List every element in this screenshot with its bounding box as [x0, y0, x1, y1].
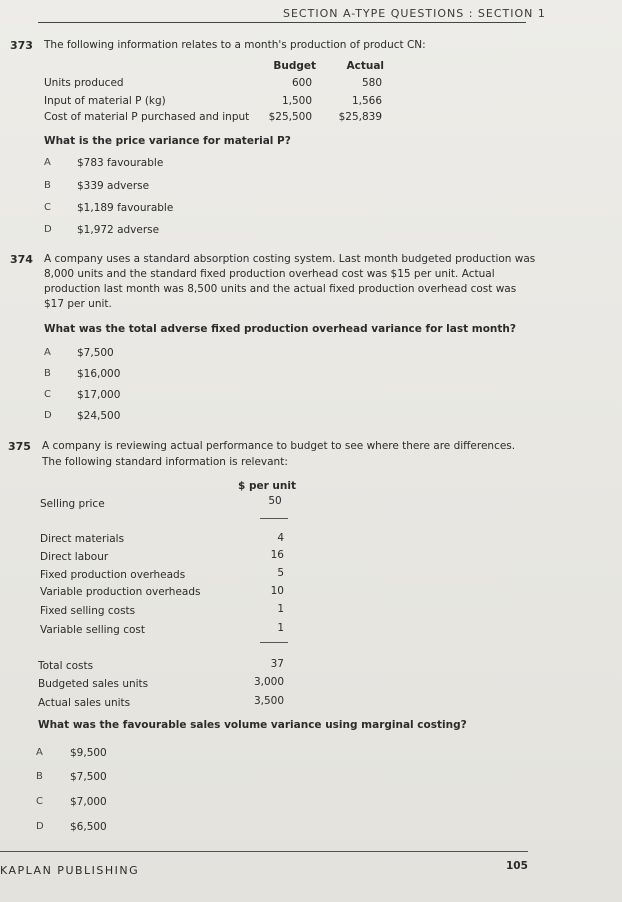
q375-body-line: The following standard information is relevant:	[42, 456, 288, 468]
q375-cost-label: Direct labour	[40, 551, 109, 563]
subtotal-underline	[260, 518, 288, 519]
q374-body-line: 8,000 units and the standard fixed production overhead cost was $15 per unit. Actual	[44, 268, 495, 280]
q374-body-line: production last month was 8,500 units and the actual fixed production overhead cost was	[44, 283, 517, 295]
q375-option-c[interactable]: $7,000	[70, 796, 107, 808]
q374-body-line: A company uses a standard absorption costing system. Last month budgeted production was	[44, 253, 536, 265]
q375-col-header: $ per unit	[237, 480, 296, 492]
q375-option-b[interactable]: $7,500	[70, 771, 107, 783]
q375-option-d[interactable]: $6,500	[70, 821, 107, 833]
q375-cost-value: 4	[277, 532, 284, 544]
q374-option-a-letter: A	[44, 347, 51, 358]
q375-actual-value: 3,500	[253, 695, 284, 707]
question-number-375: 375	[8, 440, 31, 453]
q374-option-d[interactable]: $24,500	[77, 410, 121, 422]
question-number-373: 373	[10, 39, 33, 52]
q373-col-budget: Budget	[273, 60, 316, 72]
q373-option-d-letter: D	[44, 224, 52, 235]
q375-option-d-letter: D	[36, 821, 44, 832]
q373-option-a-letter: A	[44, 157, 51, 168]
q375-cost-label: Variable selling cost	[40, 624, 145, 636]
q375-option-a-letter: A	[36, 747, 43, 758]
footer-rule	[0, 851, 528, 852]
q375-option-a[interactable]: $9,500	[70, 747, 107, 759]
q373-row-label: Input of material P (kg)	[44, 95, 166, 107]
q373-option-c-letter: C	[44, 202, 51, 213]
q375-selling-value: 50	[268, 495, 282, 507]
q375-cost-value: 10	[270, 585, 284, 597]
q373-row-budget: 600	[291, 77, 312, 89]
q375-cost-label: Fixed selling costs	[40, 605, 136, 617]
footer-publisher: KAPLAN PUBLISHING	[0, 864, 140, 877]
q375-cost-label: Direct materials	[40, 533, 125, 545]
q373-row-actual: 1,566	[351, 95, 382, 107]
question-number-374: 374	[10, 253, 33, 266]
q375-option-c-letter: C	[36, 796, 43, 807]
q373-row-budget: 1,500	[281, 95, 312, 107]
q374-question: What was the total adverse fixed production overhead variance for last month?	[44, 323, 516, 335]
q374-body-line: $17 per unit.	[44, 298, 112, 310]
q374-option-c-letter: C	[44, 389, 51, 400]
q373-option-b-letter: B	[44, 180, 51, 191]
q373-row-actual: $25,839	[338, 111, 382, 123]
q375-total-label: Total costs	[38, 660, 94, 672]
q375-cost-value: 5	[277, 567, 284, 579]
q375-cost-value: 1	[277, 622, 284, 634]
q373-option-c[interactable]: $1,189 favourable	[77, 202, 174, 214]
q375-body-line: A company is reviewing actual performance to budget to see where there are differences.	[42, 440, 516, 452]
q375-actual-label: Actual sales units	[38, 697, 131, 709]
q373-option-b[interactable]: $339 adverse	[77, 180, 150, 192]
section-header: SECTION A-TYPE QUESTIONS : SECTION 1	[283, 7, 546, 20]
q373-question: What is the price variance for material P?	[44, 135, 291, 147]
q374-option-d-letter: D	[44, 410, 52, 421]
q373-col-actual: Actual	[346, 60, 384, 72]
q375-cost-label: Fixed production overheads	[40, 569, 186, 581]
q373-option-a[interactable]: $783 favourable	[77, 157, 164, 169]
q375-selling-label: Selling price	[40, 498, 105, 510]
q373-row-label: Cost of material P purchased and input	[44, 111, 250, 123]
q373-option-d[interactable]: $1,972 adverse	[77, 224, 160, 236]
q375-cost-label: Variable production overheads	[40, 586, 201, 598]
q375-budgeted-label: Budgeted sales units	[38, 678, 149, 690]
subtotal-underline	[260, 642, 288, 643]
q375-budgeted-value: 3,000	[253, 676, 284, 688]
q375-question: What was the favourable sales volume variance using marginal costing?	[38, 719, 467, 731]
q375-total-value: 37	[270, 658, 284, 670]
q375-cost-value: 1	[277, 603, 284, 615]
q374-option-a[interactable]: $7,500	[77, 347, 114, 359]
page-number: 105	[506, 860, 528, 872]
q373-intro: The following information relates to a month's production of product CN:	[44, 39, 426, 51]
q375-option-b-letter: B	[36, 771, 43, 782]
header-rule	[38, 22, 526, 23]
q373-row-label: Units produced	[44, 77, 124, 89]
q374-option-b-letter: B	[44, 368, 51, 379]
q373-row-budget: $25,500	[268, 111, 312, 123]
q375-cost-value: 16	[270, 549, 284, 561]
q374-option-c[interactable]: $17,000	[77, 389, 121, 401]
q373-row-actual: 580	[361, 77, 382, 89]
q374-option-b[interactable]: $16,000	[77, 368, 121, 380]
